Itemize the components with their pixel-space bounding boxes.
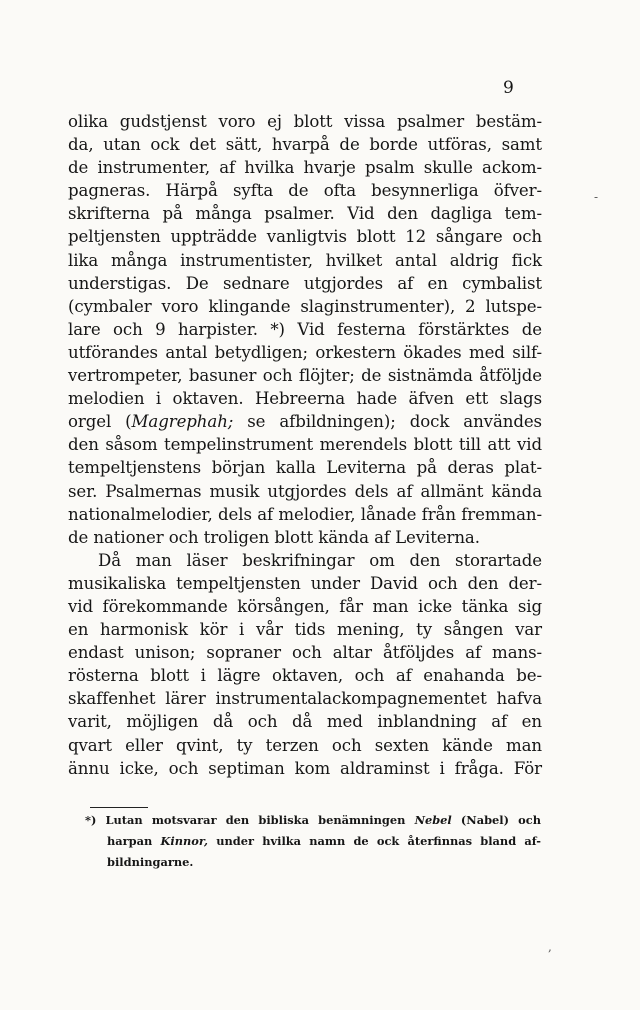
text-line: lika många instrumentister, hvilket antal aldrig fick [68, 250, 542, 270]
footnote-line: bildningarne. [107, 855, 194, 869]
text-line: lare och 9 harpister. *) Vid festerna förstärktes de [68, 319, 542, 339]
text-line: understigas. De sednare utgjordes af en cymbalist [68, 273, 542, 293]
scan-speck: - [594, 190, 599, 204]
text-line: tempeltjenstens början kalla Leviterna på deras plat- [68, 458, 542, 478]
italic-term: Nebel [414, 813, 452, 827]
text-line: skaffenhet lärer instrumentalackompagnementet hafva [68, 689, 542, 709]
text-line: peltjensten uppträdde vanligtvis blott 12 sångare och [68, 227, 542, 247]
text-line: ännu icke, och septiman kom aldraminst i fråga. För [68, 758, 542, 778]
text-line: rösterna blott i lägre oktaven, och af enahanda be- [68, 666, 542, 686]
text-line: orgel (Magrephah; se afbildningen); dock användes [68, 412, 542, 432]
text-line: (cymbaler voro klingande slaginstrumenter), 2 lutspe- [68, 296, 542, 316]
text-line: nationalmelodier, dels af melodier, lånade från fremman- [68, 504, 542, 524]
text-line: pagneras. Härpå syfta de ofta besynnerliga öfver- [68, 181, 542, 201]
text-line: endast unison; sopraner och altar åtföljdes af mans- [68, 643, 542, 663]
text-line: vertrompeter, basuner och flöjter; de sistnämda åtföljde [68, 366, 542, 386]
text-line: en harmonisk kör i vår tids mening, ty sången var [68, 620, 542, 640]
text-line: utförandes antal betydligen; orkestern ökades med silf- [68, 342, 542, 362]
text-line: de instrumenter, af hvilka hvarje psalm skulle ackom- [68, 158, 542, 178]
text-line: vid förekommande körsången, får man icke tänka sig [68, 596, 542, 616]
text-line: den såsom tempelinstrument merendels blott till att vid [68, 435, 542, 455]
text-line: musikaliska tempeltjensten under David och den der- [68, 573, 542, 593]
text-line: olika gudstjenst voro ej blott vissa psalmer bestäm- [68, 112, 542, 131]
text-line: skrifterna på många psalmer. Vid den dagliga tem- [68, 204, 542, 224]
text-line: melodien i oktaven. Hebreerna hade äfven ett slags [68, 389, 542, 409]
scan-speck: , [548, 940, 552, 954]
text-line: varit, möjligen då och då med inblandning af en [68, 712, 542, 732]
italic-term: Magrephah; [131, 412, 234, 432]
footnote-line: *) Lutan motsvarar den bibliska benämningen Nebel (Nabel) och [85, 813, 541, 827]
body-text [68, 110, 542, 780]
footnote [85, 810, 541, 873]
italic-term: Kinnor, [160, 834, 209, 848]
page-number: 9 [503, 78, 514, 98]
text-line: Då man läser beskrifningar om den storartade [98, 550, 542, 570]
footnote-line: harpan Kinnor, under hvilka namn de ock återfinnas bland af- [107, 834, 541, 848]
text-line: ser. Psalmernas musik utgjordes dels af allmänt kända [68, 481, 542, 501]
text-line: de nationer och troligen blott kända af Leviterna. [68, 527, 480, 547]
text-line: da, utan ock det sätt, hvarpå de borde utföras, samt [68, 135, 542, 155]
text-line: qvart eller qvint, ty terzen och sexten kände man [68, 735, 542, 755]
footnote-rule [90, 807, 148, 808]
